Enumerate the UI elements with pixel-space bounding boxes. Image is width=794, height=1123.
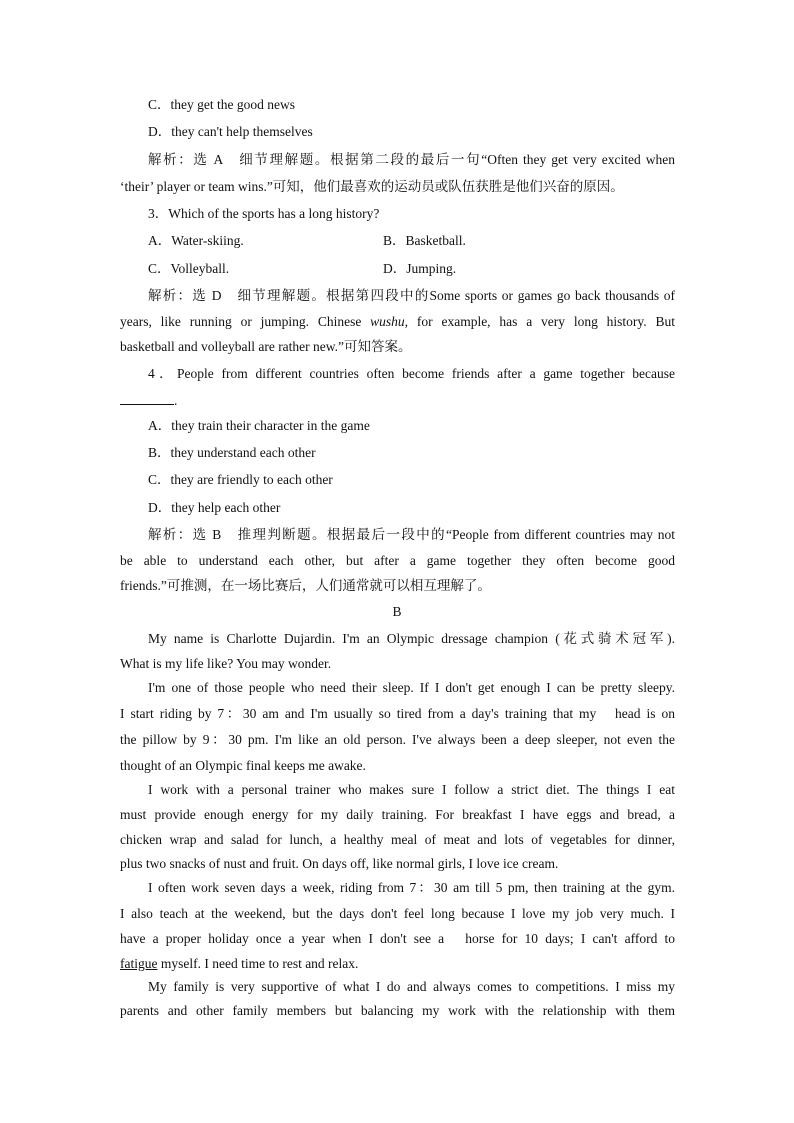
q2-option-c: C．they get the good news — [148, 97, 295, 112]
answer-blank — [120, 392, 174, 405]
q4-analysis-line3: friends.”可推测，在一场比赛后，人们通常就可以相互理解了。 — [120, 578, 491, 593]
q3-option-a: A．Water-skiing. — [148, 233, 244, 248]
q4-analysis-line1: 解析：选 B 推理判断题。根据最后一段中的“People from different countries may not — [148, 527, 675, 542]
q4-question: 4．People from different countries often become friends after a game together because — [148, 366, 675, 381]
q3-analysis-line1: 解析：选 D 细节理解题。根据第四段中的Some sports or games go back thousands of — [148, 288, 675, 303]
p2-line2: I start riding by 7：30 am and I'm usually so tired from a day's training that my head is on — [120, 706, 675, 721]
p4-line2: I also teach at the weekend, but the days don't feel long because I love my job very much. I — [120, 906, 675, 921]
q3-analysis-line3: basketball and volleyball are rather new.”可知答案。 — [120, 339, 412, 354]
q4-option-d: D．they help each other — [148, 500, 281, 515]
p4-line3: have a proper holiday once a year when I don't see a horse for 10 days; I can't afford to — [120, 931, 675, 946]
p2-line3: the pillow by 9：30 pm. I'm like an old person. I've always been a deep sleeper, not even the — [120, 732, 675, 747]
p3-line4: plus two snacks of nust and fruit. On days off, like normal girls, I love ice cream. — [120, 856, 559, 871]
underlined-word-fatigue: fatigue — [120, 956, 158, 971]
p1-line2: What is my life like? You may wonder. — [120, 656, 332, 671]
q4-blank-line: . — [120, 392, 675, 410]
p2-line4: thought of an Olympic final keeps me awake. — [120, 758, 366, 773]
q3-question: 3．Which of the sports has a long history? — [148, 206, 380, 221]
q2-analysis-line2: ‘their’ player or team wins.”可知，他们最喜欢的运动员或队伍获胜是他们兴奋的原因。 — [120, 179, 624, 194]
wushu-italic: wushu, — [370, 314, 409, 329]
p3-line1: I work with a personal trainer who makes sure I follow a strict diet. The things I eat — [148, 782, 675, 797]
passage-heading: B — [392, 604, 402, 619]
q3-option-d: D．Jumping. — [383, 261, 457, 276]
p4-line4: fatigue myself. I need time to rest and relax. — [120, 956, 359, 971]
p5-line2: parents and other family members but balancing my work with the relationship with them — [120, 1003, 675, 1018]
p3-line2: must provide enough energy for my daily training. For breakfast I have eggs and bread, a — [120, 807, 675, 822]
q4-option-a: A．they train their character in the game — [148, 418, 370, 433]
q3-option-b: B．Basketball. — [383, 233, 466, 248]
q4-option-c: C．they are friendly to each other — [148, 472, 333, 487]
p1-line1: My name is Charlotte Dujardin. I'm an Olympic dressage champion (花式骑术冠军). — [148, 631, 675, 646]
q3-analysis-line2: years, like running or jumping. Chinese wushu, for example, has a very long history. But — [120, 314, 675, 329]
q4-analysis-line2: be able to understand each other, but after a game together they often become good — [120, 553, 675, 568]
q2-analysis-line1: 解析：选 A 细节理解题。根据第二段的最后一句“Often they get very excited when — [148, 152, 675, 167]
p5-line1: My family is very supportive of what I do and always comes to competitions. I miss my — [148, 979, 675, 994]
p4-line1: I often work seven days a week, riding from 7：30 am till 5 pm, then training at the gym. — [148, 880, 675, 895]
p3-line3: chicken wrap and salad for lunch, a healthy meal of meat and lots of vegetables for dinner, — [120, 832, 675, 847]
q3-option-c: C．Volleyball. — [148, 261, 230, 276]
q4-option-b: B．they understand each other — [148, 445, 316, 460]
q2-option-d: D．they can't help themselves — [148, 124, 313, 139]
p2-line1: I'm one of those people who need their sleep. If I don't get enough I can be pretty sleepy. — [148, 680, 675, 695]
